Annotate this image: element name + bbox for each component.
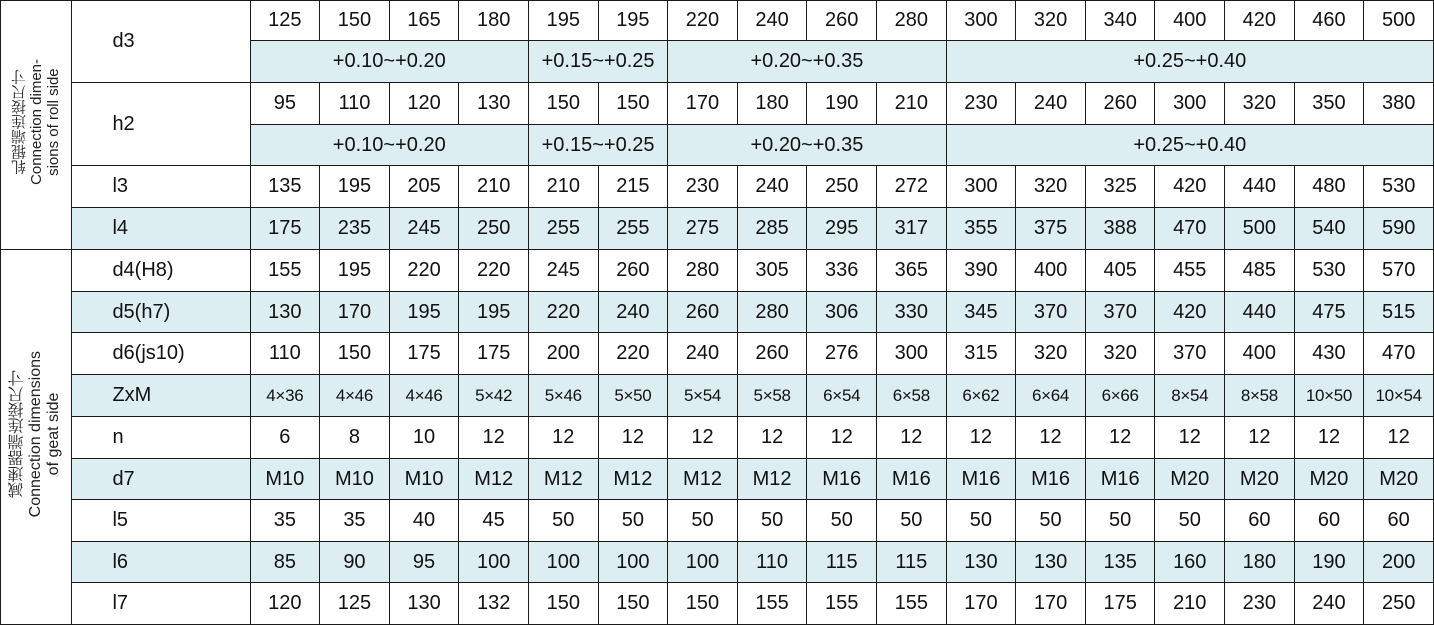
- value-cell: 170: [320, 292, 390, 333]
- row-label-d6: d6(js10): [72, 333, 250, 375]
- value-cell: 50: [946, 500, 1016, 542]
- row-label-d3: d3: [72, 1, 250, 83]
- value-cell: 280: [877, 1, 947, 41]
- value-cell: 12: [877, 417, 947, 459]
- value-cell: 276: [807, 333, 877, 375]
- value-cell: 295: [807, 208, 877, 250]
- value-cell: 170: [1016, 583, 1086, 625]
- value-cell: 50: [877, 500, 947, 542]
- value-cell: 180: [737, 83, 807, 125]
- value-cell: 430: [1294, 333, 1364, 375]
- value-cell: 300: [1155, 83, 1225, 125]
- value-cell: 60: [1364, 500, 1434, 542]
- value-cell: 370: [1085, 292, 1155, 333]
- value-cell: 135: [1085, 542, 1155, 583]
- value-cell: 5×58: [737, 375, 807, 417]
- value-cell: 10×54: [1364, 375, 1434, 417]
- value-cell: 245: [389, 208, 459, 250]
- tolerance-cell: +0.25~+0.40: [946, 41, 1433, 83]
- value-cell: 130: [250, 292, 320, 333]
- value-cell: 150: [598, 583, 668, 625]
- value-cell: 12: [737, 417, 807, 459]
- value-cell: M10: [389, 459, 459, 500]
- value-cell: 300: [946, 166, 1016, 208]
- value-cell: 350: [1294, 83, 1364, 125]
- value-cell: 388: [1085, 208, 1155, 250]
- row-label-d4: d4(H8): [72, 250, 250, 292]
- value-cell: 150: [320, 1, 390, 41]
- value-cell: 110: [320, 83, 390, 125]
- value-cell: 336: [807, 250, 877, 292]
- value-cell: 240: [1016, 83, 1086, 125]
- value-cell: 60: [1294, 500, 1364, 542]
- value-cell: 275: [668, 208, 738, 250]
- value-cell: 5×46: [528, 375, 598, 417]
- value-cell: 5×50: [598, 375, 668, 417]
- row-label-l7: l7: [72, 583, 250, 625]
- value-cell: 260: [1085, 83, 1155, 125]
- value-cell: 320: [1225, 83, 1295, 125]
- value-cell: 280: [737, 292, 807, 333]
- value-cell: 50: [1016, 500, 1086, 542]
- tolerance-cell: +0.20~+0.35: [668, 125, 946, 166]
- group-label-cn: 减速器端连接尺寸: [9, 370, 27, 498]
- tolerance-cell: +0.10~+0.20: [250, 41, 528, 83]
- value-cell: 170: [946, 583, 1016, 625]
- value-cell: 250: [1364, 583, 1434, 625]
- value-cell: 12: [1016, 417, 1086, 459]
- value-cell: 530: [1294, 250, 1364, 292]
- value-cell: M20: [1225, 459, 1295, 500]
- value-cell: 8×54: [1155, 375, 1225, 417]
- group-label-text: [9, 351, 63, 517]
- value-cell: 500: [1364, 1, 1434, 41]
- value-cell: 135: [250, 166, 320, 208]
- value-cell: 12: [598, 417, 668, 459]
- value-cell: 8×58: [1225, 375, 1295, 417]
- row-d4: [1, 250, 1434, 292]
- value-cell: 12: [459, 417, 529, 459]
- value-cell: 175: [1085, 583, 1155, 625]
- value-cell: 515: [1364, 292, 1434, 333]
- row-n: [1, 417, 1434, 459]
- value-cell: 150: [320, 333, 390, 375]
- value-cell: 12: [1085, 417, 1155, 459]
- value-cell: 235: [320, 208, 390, 250]
- value-cell: 530: [1364, 166, 1434, 208]
- value-cell: 12: [1294, 417, 1364, 459]
- value-cell: 5×54: [668, 375, 738, 417]
- value-cell: 340: [1085, 1, 1155, 41]
- value-cell: 110: [250, 333, 320, 375]
- row-h2: [1, 83, 1434, 125]
- value-cell: 215: [598, 166, 668, 208]
- value-cell: 125: [320, 583, 390, 625]
- tolerance-cell: +0.15~+0.25: [528, 125, 667, 166]
- value-cell: 150: [528, 583, 598, 625]
- value-cell: 306: [807, 292, 877, 333]
- value-cell: 35: [250, 500, 320, 542]
- value-cell: 12: [1155, 417, 1225, 459]
- tolerance-cell: +0.25~+0.40: [946, 125, 1433, 166]
- value-cell: 180: [1225, 542, 1295, 583]
- value-cell: 260: [668, 292, 738, 333]
- row-label-l5: l5: [72, 500, 250, 542]
- value-cell: 440: [1225, 166, 1295, 208]
- value-cell: M10: [320, 459, 390, 500]
- value-cell: M20: [1155, 459, 1225, 500]
- value-cell: 6×64: [1016, 375, 1086, 417]
- row-label-zxm: ZxM: [72, 375, 250, 417]
- value-cell: 95: [250, 83, 320, 125]
- row-zxm: [1, 375, 1434, 417]
- row-label-l4: l4: [72, 208, 250, 250]
- value-cell: M10: [250, 459, 320, 500]
- value-cell: 240: [668, 333, 738, 375]
- row-d6: [1, 333, 1434, 375]
- value-cell: 240: [737, 166, 807, 208]
- value-cell: 50: [1085, 500, 1155, 542]
- value-cell: 150: [668, 583, 738, 625]
- value-cell: 10×50: [1294, 375, 1364, 417]
- value-cell: 300: [946, 1, 1016, 41]
- row-l6: [1, 542, 1434, 583]
- value-cell: 130: [389, 583, 459, 625]
- value-cell: 50: [668, 500, 738, 542]
- value-cell: 210: [459, 166, 529, 208]
- value-cell: 285: [737, 208, 807, 250]
- value-cell: 130: [459, 83, 529, 125]
- value-cell: 255: [598, 208, 668, 250]
- value-cell: 370: [1155, 333, 1225, 375]
- value-cell: 165: [389, 1, 459, 41]
- value-cell: 480: [1294, 166, 1364, 208]
- value-cell: 315: [946, 333, 1016, 375]
- value-cell: 110: [737, 542, 807, 583]
- value-cell: 150: [598, 83, 668, 125]
- value-cell: 220: [668, 1, 738, 41]
- value-cell: M12: [598, 459, 668, 500]
- value-cell: M12: [668, 459, 738, 500]
- value-cell: 175: [389, 333, 459, 375]
- value-cell: 180: [459, 1, 529, 41]
- value-cell: 245: [528, 250, 598, 292]
- value-cell: 375: [1016, 208, 1086, 250]
- value-cell: 260: [598, 250, 668, 292]
- value-cell: 195: [320, 166, 390, 208]
- row-d3: [1, 1, 1434, 41]
- value-cell: 280: [668, 250, 738, 292]
- value-cell: 420: [1155, 166, 1225, 208]
- value-cell: 400: [1155, 1, 1225, 41]
- value-cell: 380: [1364, 83, 1434, 125]
- value-cell: 210: [1155, 583, 1225, 625]
- value-cell: 100: [668, 542, 738, 583]
- value-cell: 240: [1294, 583, 1364, 625]
- value-cell: 440: [1225, 292, 1295, 333]
- row-label-l6: l6: [72, 542, 250, 583]
- value-cell: 210: [877, 83, 947, 125]
- row-d5: [1, 292, 1434, 333]
- value-cell: 420: [1155, 292, 1225, 333]
- group-label-en-line2: sions of roll side: [44, 68, 62, 176]
- value-cell: 40: [389, 500, 459, 542]
- group-label-cn: 轧辊端连接尺寸: [10, 69, 28, 175]
- value-cell: 12: [1225, 417, 1295, 459]
- value-cell: 220: [528, 292, 598, 333]
- value-cell: 45: [459, 500, 529, 542]
- value-cell: 10: [389, 417, 459, 459]
- value-cell: 12: [946, 417, 1016, 459]
- value-cell: M16: [877, 459, 947, 500]
- value-cell: 470: [1155, 208, 1225, 250]
- value-cell: 5×42: [459, 375, 529, 417]
- tolerance-cell: +0.20~+0.35: [668, 41, 946, 83]
- value-cell: 120: [250, 583, 320, 625]
- value-cell: 60: [1225, 500, 1295, 542]
- value-cell: 195: [389, 292, 459, 333]
- tolerance-cell: +0.15~+0.25: [528, 41, 667, 83]
- value-cell: 485: [1225, 250, 1295, 292]
- value-cell: 405: [1085, 250, 1155, 292]
- value-cell: 100: [528, 542, 598, 583]
- value-cell: 200: [528, 333, 598, 375]
- value-cell: 125: [250, 1, 320, 41]
- value-cell: 320: [1016, 1, 1086, 41]
- row-label-d5: d5(h7): [72, 292, 250, 333]
- row-l5: [1, 500, 1434, 542]
- value-cell: 250: [459, 208, 529, 250]
- value-cell: 4×46: [320, 375, 390, 417]
- value-cell: 400: [1225, 333, 1295, 375]
- value-cell: 195: [459, 292, 529, 333]
- value-cell: 205: [389, 166, 459, 208]
- value-cell: 195: [598, 1, 668, 41]
- group-label-gear-side: [1, 250, 72, 625]
- value-cell: 120: [389, 83, 459, 125]
- value-cell: 6: [250, 417, 320, 459]
- value-cell: 570: [1364, 250, 1434, 292]
- value-cell: 250: [807, 166, 877, 208]
- group-label-en-line1: Connection dimen-: [27, 59, 45, 185]
- value-cell: 260: [737, 333, 807, 375]
- value-cell: 6×54: [807, 375, 877, 417]
- value-cell: 130: [1016, 542, 1086, 583]
- value-cell: 35: [320, 500, 390, 542]
- value-cell: 325: [1085, 166, 1155, 208]
- value-cell: 130: [946, 542, 1016, 583]
- value-cell: 320: [1016, 166, 1086, 208]
- value-cell: 160: [1155, 542, 1225, 583]
- value-cell: M20: [1364, 459, 1434, 500]
- value-cell: 115: [877, 542, 947, 583]
- value-cell: 50: [737, 500, 807, 542]
- row-label-n: n: [72, 417, 250, 459]
- value-cell: 500: [1225, 208, 1295, 250]
- value-cell: 170: [668, 83, 738, 125]
- value-cell: M16: [1085, 459, 1155, 500]
- value-cell: M16: [946, 459, 1016, 500]
- value-cell: 272: [877, 166, 947, 208]
- value-cell: 6×58: [877, 375, 947, 417]
- value-cell: 190: [1294, 542, 1364, 583]
- value-cell: 155: [737, 583, 807, 625]
- value-cell: 190: [807, 83, 877, 125]
- value-cell: 475: [1294, 292, 1364, 333]
- row-l4: [1, 208, 1434, 250]
- value-cell: 8: [320, 417, 390, 459]
- value-cell: M12: [737, 459, 807, 500]
- value-cell: 365: [877, 250, 947, 292]
- tolerance-cell: +0.10~+0.20: [250, 125, 528, 166]
- row-d7: [1, 459, 1434, 500]
- value-cell: 6×62: [946, 375, 1016, 417]
- value-cell: 230: [1225, 583, 1295, 625]
- row-l3: [1, 166, 1434, 208]
- value-cell: 4×36: [250, 375, 320, 417]
- value-cell: M20: [1294, 459, 1364, 500]
- value-cell: 150: [528, 83, 598, 125]
- value-cell: 400: [1016, 250, 1086, 292]
- row-label-l3: l3: [72, 166, 250, 208]
- value-cell: 195: [528, 1, 598, 41]
- value-cell: 12: [668, 417, 738, 459]
- value-cell: 85: [250, 542, 320, 583]
- value-cell: M16: [1016, 459, 1086, 500]
- value-cell: 175: [459, 333, 529, 375]
- value-cell: 300: [877, 333, 947, 375]
- value-cell: M16: [807, 459, 877, 500]
- row-label-d7: d7: [72, 459, 250, 500]
- value-cell: 470: [1364, 333, 1434, 375]
- value-cell: 455: [1155, 250, 1225, 292]
- group-label-en-line1: Connection dimensions: [27, 350, 45, 518]
- value-cell: 4×46: [389, 375, 459, 417]
- value-cell: 240: [737, 1, 807, 41]
- value-cell: 100: [459, 542, 529, 583]
- value-cell: 132: [459, 583, 529, 625]
- value-cell: 90: [320, 542, 390, 583]
- value-cell: 420: [1225, 1, 1295, 41]
- value-cell: 220: [389, 250, 459, 292]
- value-cell: 540: [1294, 208, 1364, 250]
- value-cell: 220: [598, 333, 668, 375]
- value-cell: 460: [1294, 1, 1364, 41]
- value-cell: 12: [1364, 417, 1434, 459]
- value-cell: 50: [528, 500, 598, 542]
- row-label-h2: h2: [72, 83, 250, 166]
- value-cell: 370: [1016, 292, 1086, 333]
- value-cell: 50: [598, 500, 668, 542]
- value-cell: 200: [1364, 542, 1434, 583]
- group-label-en-line2: of geat side: [45, 392, 63, 476]
- value-cell: 305: [737, 250, 807, 292]
- group-label-roll-side: [1, 1, 72, 250]
- value-cell: 230: [946, 83, 1016, 125]
- value-cell: 175: [250, 208, 320, 250]
- value-cell: 590: [1364, 208, 1434, 250]
- value-cell: 155: [250, 250, 320, 292]
- value-cell: 50: [807, 500, 877, 542]
- value-cell: 195: [320, 250, 390, 292]
- value-cell: 115: [807, 542, 877, 583]
- value-cell: 12: [528, 417, 598, 459]
- value-cell: 240: [598, 292, 668, 333]
- value-cell: 330: [877, 292, 947, 333]
- value-cell: M12: [528, 459, 598, 500]
- value-cell: 320: [1085, 333, 1155, 375]
- value-cell: 345: [946, 292, 1016, 333]
- value-cell: 390: [946, 250, 1016, 292]
- value-cell: 95: [389, 542, 459, 583]
- value-cell: 355: [946, 208, 1016, 250]
- value-cell: 100: [598, 542, 668, 583]
- value-cell: 220: [459, 250, 529, 292]
- value-cell: 320: [1016, 333, 1086, 375]
- value-cell: 155: [807, 583, 877, 625]
- value-cell: 50: [1155, 500, 1225, 542]
- row-l7: [1, 583, 1434, 625]
- value-cell: 260: [807, 1, 877, 41]
- value-cell: 6×66: [1085, 375, 1155, 417]
- value-cell: 230: [668, 166, 738, 208]
- value-cell: M12: [459, 459, 529, 500]
- value-cell: 255: [528, 208, 598, 250]
- value-cell: 12: [807, 417, 877, 459]
- value-cell: 317: [877, 208, 947, 250]
- group-label-text: [11, 59, 62, 185]
- value-cell: 210: [528, 166, 598, 208]
- value-cell: 155: [877, 583, 947, 625]
